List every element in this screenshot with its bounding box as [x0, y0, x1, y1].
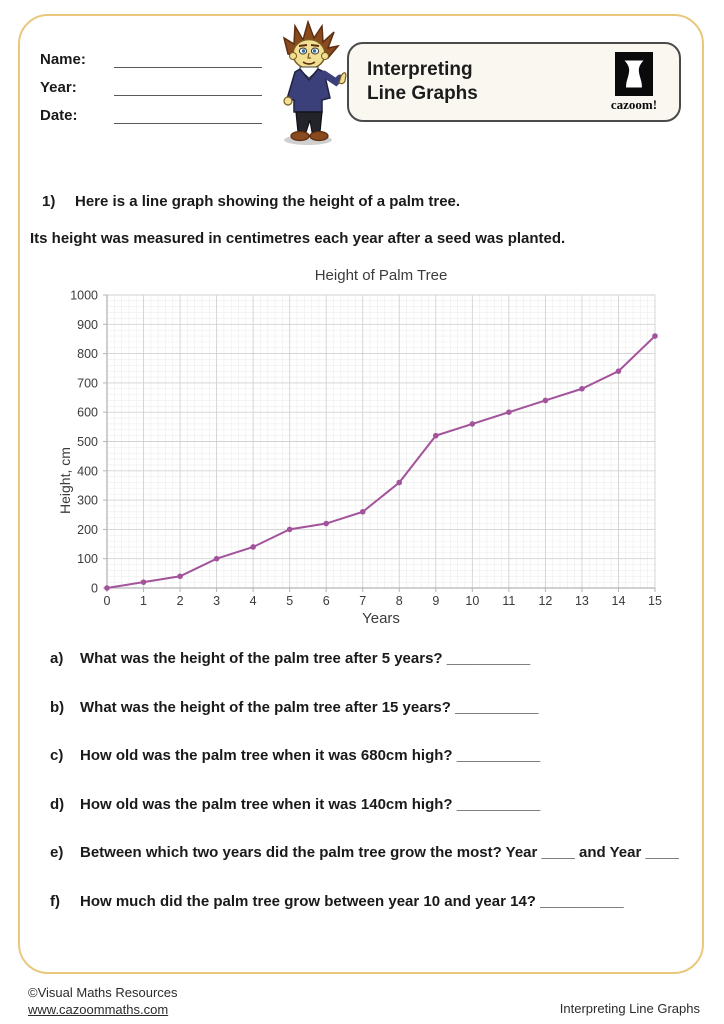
name-field-row — [40, 40, 262, 68]
worksheet-title — [367, 58, 478, 106]
svg-text:1000: 1000 — [70, 288, 98, 303]
question-list — [0, 650, 724, 941]
footer-left — [28, 985, 178, 1017]
cazoom-logo — [605, 52, 663, 113]
svg-text:100: 100 — [77, 552, 98, 567]
question-b — [0, 699, 724, 720]
svg-text:700: 700 — [77, 376, 98, 391]
date-field-row — [40, 96, 262, 124]
svg-text:400: 400 — [77, 464, 98, 479]
svg-text:1: 1 — [140, 594, 148, 608]
question-c-letter: c) — [50, 747, 64, 764]
chart-y-axis-label: Height, cm — [57, 447, 73, 514]
svg-text:200: 200 — [77, 522, 98, 537]
question-f — [0, 893, 724, 914]
year-blank-line — [114, 78, 262, 96]
svg-text:2: 2 — [176, 594, 184, 608]
question-e-text: Between which two years did the palm tree grow the most? Year ____ and Year ____ — [80, 844, 679, 861]
svg-text:0: 0 — [103, 594, 111, 608]
question-f-text: How much did the palm tree grow between year 10 and year 14? __________ — [80, 892, 624, 910]
question-a-letter: a) — [50, 650, 64, 667]
data-point-marker — [652, 333, 658, 339]
data-point-marker — [470, 421, 476, 427]
data-point-marker — [287, 527, 293, 533]
svg-text:6: 6 — [322, 594, 330, 608]
svg-text:5: 5 — [286, 594, 294, 608]
svg-text:900: 900 — [77, 317, 98, 332]
question-intro-line2: Its height was measured in centimetres each year after a seed was planted. — [30, 230, 566, 247]
data-point-marker — [141, 579, 147, 585]
svg-text:500: 500 — [77, 435, 98, 449]
cazoom-logo-word: cazoom! — [610, 96, 658, 112]
data-point-marker — [250, 544, 256, 550]
footer-website-link[interactable]: www.cazoommaths.com — [28, 1002, 169, 1017]
question-c — [0, 747, 724, 768]
chart-plot-area — [40, 286, 680, 616]
svg-text:3: 3 — [213, 594, 221, 608]
date-label: Date: — [40, 107, 78, 124]
svg-text:7: 7 — [359, 594, 367, 608]
svg-text:4: 4 — [249, 594, 257, 608]
data-point-marker — [433, 433, 439, 439]
svg-text:8: 8 — [395, 594, 403, 608]
data-point-marker — [543, 398, 549, 404]
question-b-text: What was the height of the palm tree after 15 years? __________ — [80, 698, 539, 716]
svg-text:11: 11 — [502, 594, 516, 608]
data-point-marker — [323, 521, 329, 527]
question-1-intro — [42, 193, 460, 210]
date-blank-line — [114, 106, 262, 124]
svg-text:9: 9 — [432, 594, 440, 608]
question-c-text: How old was the palm tree when it was 680cm high? __________ — [80, 747, 541, 764]
data-point-marker — [360, 509, 366, 515]
svg-text:800: 800 — [77, 347, 98, 362]
palm-tree-height-series — [107, 336, 655, 588]
name-blank-line — [114, 50, 262, 68]
data-point-marker — [177, 573, 183, 579]
data-point-marker — [579, 386, 585, 392]
svg-text:300: 300 — [77, 493, 98, 508]
worksheet-title-line2: Line Graphs — [367, 83, 478, 104]
question-e — [0, 844, 724, 865]
year-label: Year: — [40, 79, 77, 96]
chart-x-axis-label: Years — [362, 610, 400, 627]
question-d-text: How old was the palm tree when it was 140cm high? __________ — [80, 795, 541, 813]
svg-text:12: 12 — [538, 594, 553, 608]
name-label: Name: — [40, 51, 86, 68]
chart-title: Height of Palm Tree — [314, 267, 448, 284]
line-chart — [0, 258, 724, 636]
data-point-marker — [104, 585, 110, 591]
data-point-marker — [506, 409, 512, 415]
student-info-fields — [40, 40, 262, 124]
footer-worksheet-name: Interpreting Line Graphs — [559, 1001, 700, 1016]
svg-text:15: 15 — [648, 594, 662, 608]
question-intro-line1: Here is a line graph showing the height of a palm tree. — [75, 193, 461, 210]
worksheet-title-box — [347, 42, 681, 122]
svg-text:600: 600 — [77, 405, 98, 420]
footer-copyright: ©Visual Maths Resources — [28, 985, 178, 1000]
svg-text:10: 10 — [465, 594, 480, 608]
cazoom-logo-icon — [615, 52, 653, 96]
svg-text:13: 13 — [574, 594, 589, 608]
question-a-text: What was the height of the palm tree after 5 years? __________ — [80, 650, 531, 667]
mascot-boy-illustration — [262, 20, 358, 148]
svg-text:14: 14 — [611, 594, 626, 608]
question-d-letter: d) — [50, 795, 65, 813]
question-a — [0, 650, 724, 671]
data-point-marker — [214, 556, 220, 562]
svg-text:0: 0 — [91, 581, 98, 596]
question-e-letter: e) — [50, 844, 64, 861]
question-number: 1) — [42, 193, 56, 210]
worksheet-title-line1: Interpreting — [367, 59, 473, 80]
question-d — [0, 796, 724, 817]
data-point-marker — [396, 480, 402, 486]
question-f-letter: f) — [50, 892, 60, 910]
question-b-letter: b) — [50, 698, 65, 716]
data-point-marker — [616, 368, 622, 374]
year-field-row — [40, 68, 262, 96]
